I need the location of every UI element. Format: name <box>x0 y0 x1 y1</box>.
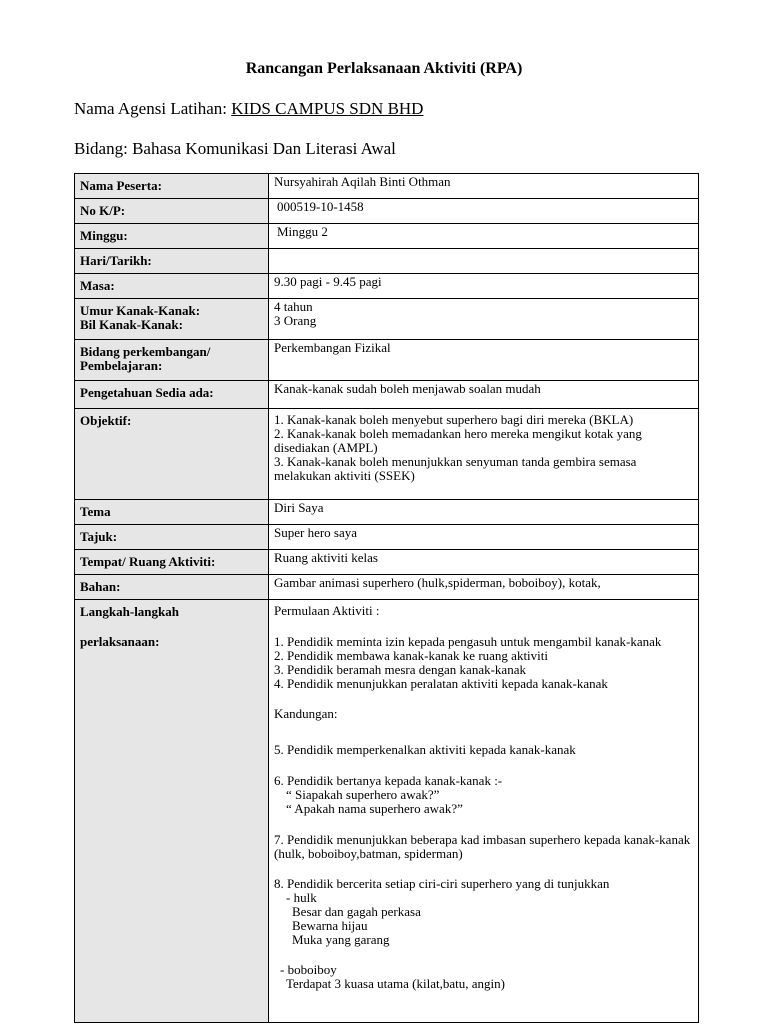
hero-trait: Bewarna hijau <box>292 918 368 933</box>
value-pengetahuan: Kanak-kanak sudah boleh menjawab soalan mudah <box>269 381 699 409</box>
hero-trait: Terdapat 3 kuasa utama (kilat,batu, angin) <box>286 976 505 991</box>
rpa-table <box>74 173 699 1023</box>
question-item: “ Siapakah superhero awak?” <box>286 787 440 802</box>
row-masa <box>75 274 699 299</box>
label-bidang-line1: Bidang perkembangan/ <box>80 344 211 359</box>
step-item: 6. Pendidik bertanya kepada kanak-kanak :- <box>274 773 503 788</box>
hero-name: - hulk <box>286 890 317 905</box>
label-umur <box>75 299 269 340</box>
label-no-kp: No K/P: <box>75 199 269 224</box>
row-tempat <box>75 550 699 575</box>
hero-trait: Besar dan gagah perkasa <box>292 904 421 919</box>
value-hari-tarikh <box>269 249 699 274</box>
value-langkah <box>269 600 699 1023</box>
value-tajuk: Super hero saya <box>269 525 699 550</box>
value-bidang-perkembangan: Perkembangan Fizikal <box>269 340 699 381</box>
question-item: “ Apakah nama superhero awak?” <box>286 801 463 816</box>
permulaan-heading: Permulaan Aktiviti : <box>274 603 380 618</box>
value-no-kp <box>269 199 699 224</box>
row-minggu <box>75 224 699 249</box>
value-tema: Diri Saya <box>269 500 699 525</box>
row-langkah <box>75 600 699 1023</box>
agency-name: KIDS CAMPUS SDN BHD <box>231 99 424 118</box>
row-tema <box>75 500 699 525</box>
objektif-item: 3. Kanak-kanak boleh menunjukkan senyuman tanda gembira semasa melakukan aktiviti (SSEK) <box>274 454 637 483</box>
value-masa: 9.30 pagi - 9.45 pagi <box>269 274 699 299</box>
row-nama-peserta <box>75 174 699 199</box>
no-kp-text: 000519-10-1458 <box>277 199 364 214</box>
label-bidang-perkembangan <box>75 340 269 381</box>
row-pengetahuan <box>75 381 699 409</box>
label-hari-tarikh: Hari/Tarikh: <box>75 249 269 274</box>
row-objektif <box>75 409 699 500</box>
label-objektif: Objektif: <box>75 409 269 500</box>
field-value: Bahasa Komunikasi Dan Literasi Awal <box>132 139 396 158</box>
field-label: Bidang: <box>74 139 133 158</box>
value-bahan: Gambar animasi superhero (hulk,spiderman, boboiboy), kotak, <box>269 575 699 600</box>
step-item: 3. Pendidik beramah mesra dengan kanak-kanak <box>274 662 526 677</box>
field-line <box>74 139 396 159</box>
label-tema: Tema <box>75 500 269 525</box>
row-bahan <box>75 575 699 600</box>
step-item: 5. Pendidik memperkenalkan aktiviti kepada kanak-kanak <box>274 742 576 757</box>
agency-label: Nama Agensi Latihan: <box>74 99 232 118</box>
label-langkah-line2: perlaksanaan: <box>80 634 160 649</box>
value-minggu <box>269 224 699 249</box>
row-no-kp <box>75 199 699 224</box>
label-nama-peserta: Nama Peserta: <box>75 174 269 199</box>
minggu-text: Minggu 2 <box>277 224 328 239</box>
step-item: 4. Pendidik menunjukkan peralatan aktiviti kepada kanak-kanak <box>274 676 608 691</box>
step-item: 7. Pendidik menunjukkan beberapa kad imbasan superhero kepada kanak-kanak (hulk, boboiboy,batman, spiderman) <box>274 832 691 861</box>
hero-trait: Muka yang garang <box>292 932 390 947</box>
label-umur-kanak: Umur Kanak-Kanak: <box>80 303 201 318</box>
label-bil-kanak: Bil Kanak-Kanak: <box>80 317 183 332</box>
row-hari-tarikh <box>75 249 699 274</box>
step-item: 1. Pendidik meminta izin kepada pengasuh untuk mengambil kanak-kanak <box>274 634 662 649</box>
objektif-item: 1. Kanak-kanak boleh menyebut superhero bagi diri mereka (BKLA) <box>274 412 634 427</box>
value-umur <box>269 299 699 340</box>
row-tajuk <box>75 525 699 550</box>
kandungan-heading: Kandungan: <box>274 706 338 721</box>
value-bil-orang: 3 Orang <box>274 313 317 328</box>
label-bahan: Bahan: <box>75 575 269 600</box>
value-objektif <box>269 409 699 500</box>
hero-name: - boboiboy <box>280 962 337 977</box>
value-nama-peserta: Nursyahirah Aqilah Binti Othman <box>269 174 699 199</box>
label-minggu: Minggu: <box>75 224 269 249</box>
row-umur <box>75 299 699 340</box>
label-langkah-line1: Langkah-langkah <box>80 604 179 619</box>
agency-line <box>74 99 423 119</box>
label-tempat: Tempat/ Ruang Aktiviti: <box>75 550 269 575</box>
label-tajuk: Tajuk: <box>75 525 269 550</box>
label-pengetahuan: Pengetahuan Sedia ada: <box>75 381 269 409</box>
label-langkah <box>75 600 269 1023</box>
step-item: 8. Pendidik bercerita setiap ciri-ciri superhero yang di tunjukkan <box>274 876 610 891</box>
value-tempat: Ruang aktiviti kelas <box>269 550 699 575</box>
step-item: 2. Pendidik membawa kanak-kanak ke ruang aktiviti <box>274 648 549 663</box>
document-title: Rancangan Perlaksanaan Aktiviti (RPA) <box>245 60 523 77</box>
label-bidang-line2: Pembelajaran: <box>80 358 163 373</box>
label-masa: Masa: <box>75 274 269 299</box>
row-bidang-perkembangan <box>75 340 699 381</box>
objektif-item: 2. Kanak-kanak boleh memadankan hero mereka mengikut kotak yang disediakan (AMPL) <box>274 426 642 455</box>
value-umur-tahun: 4 tahun <box>274 299 313 314</box>
